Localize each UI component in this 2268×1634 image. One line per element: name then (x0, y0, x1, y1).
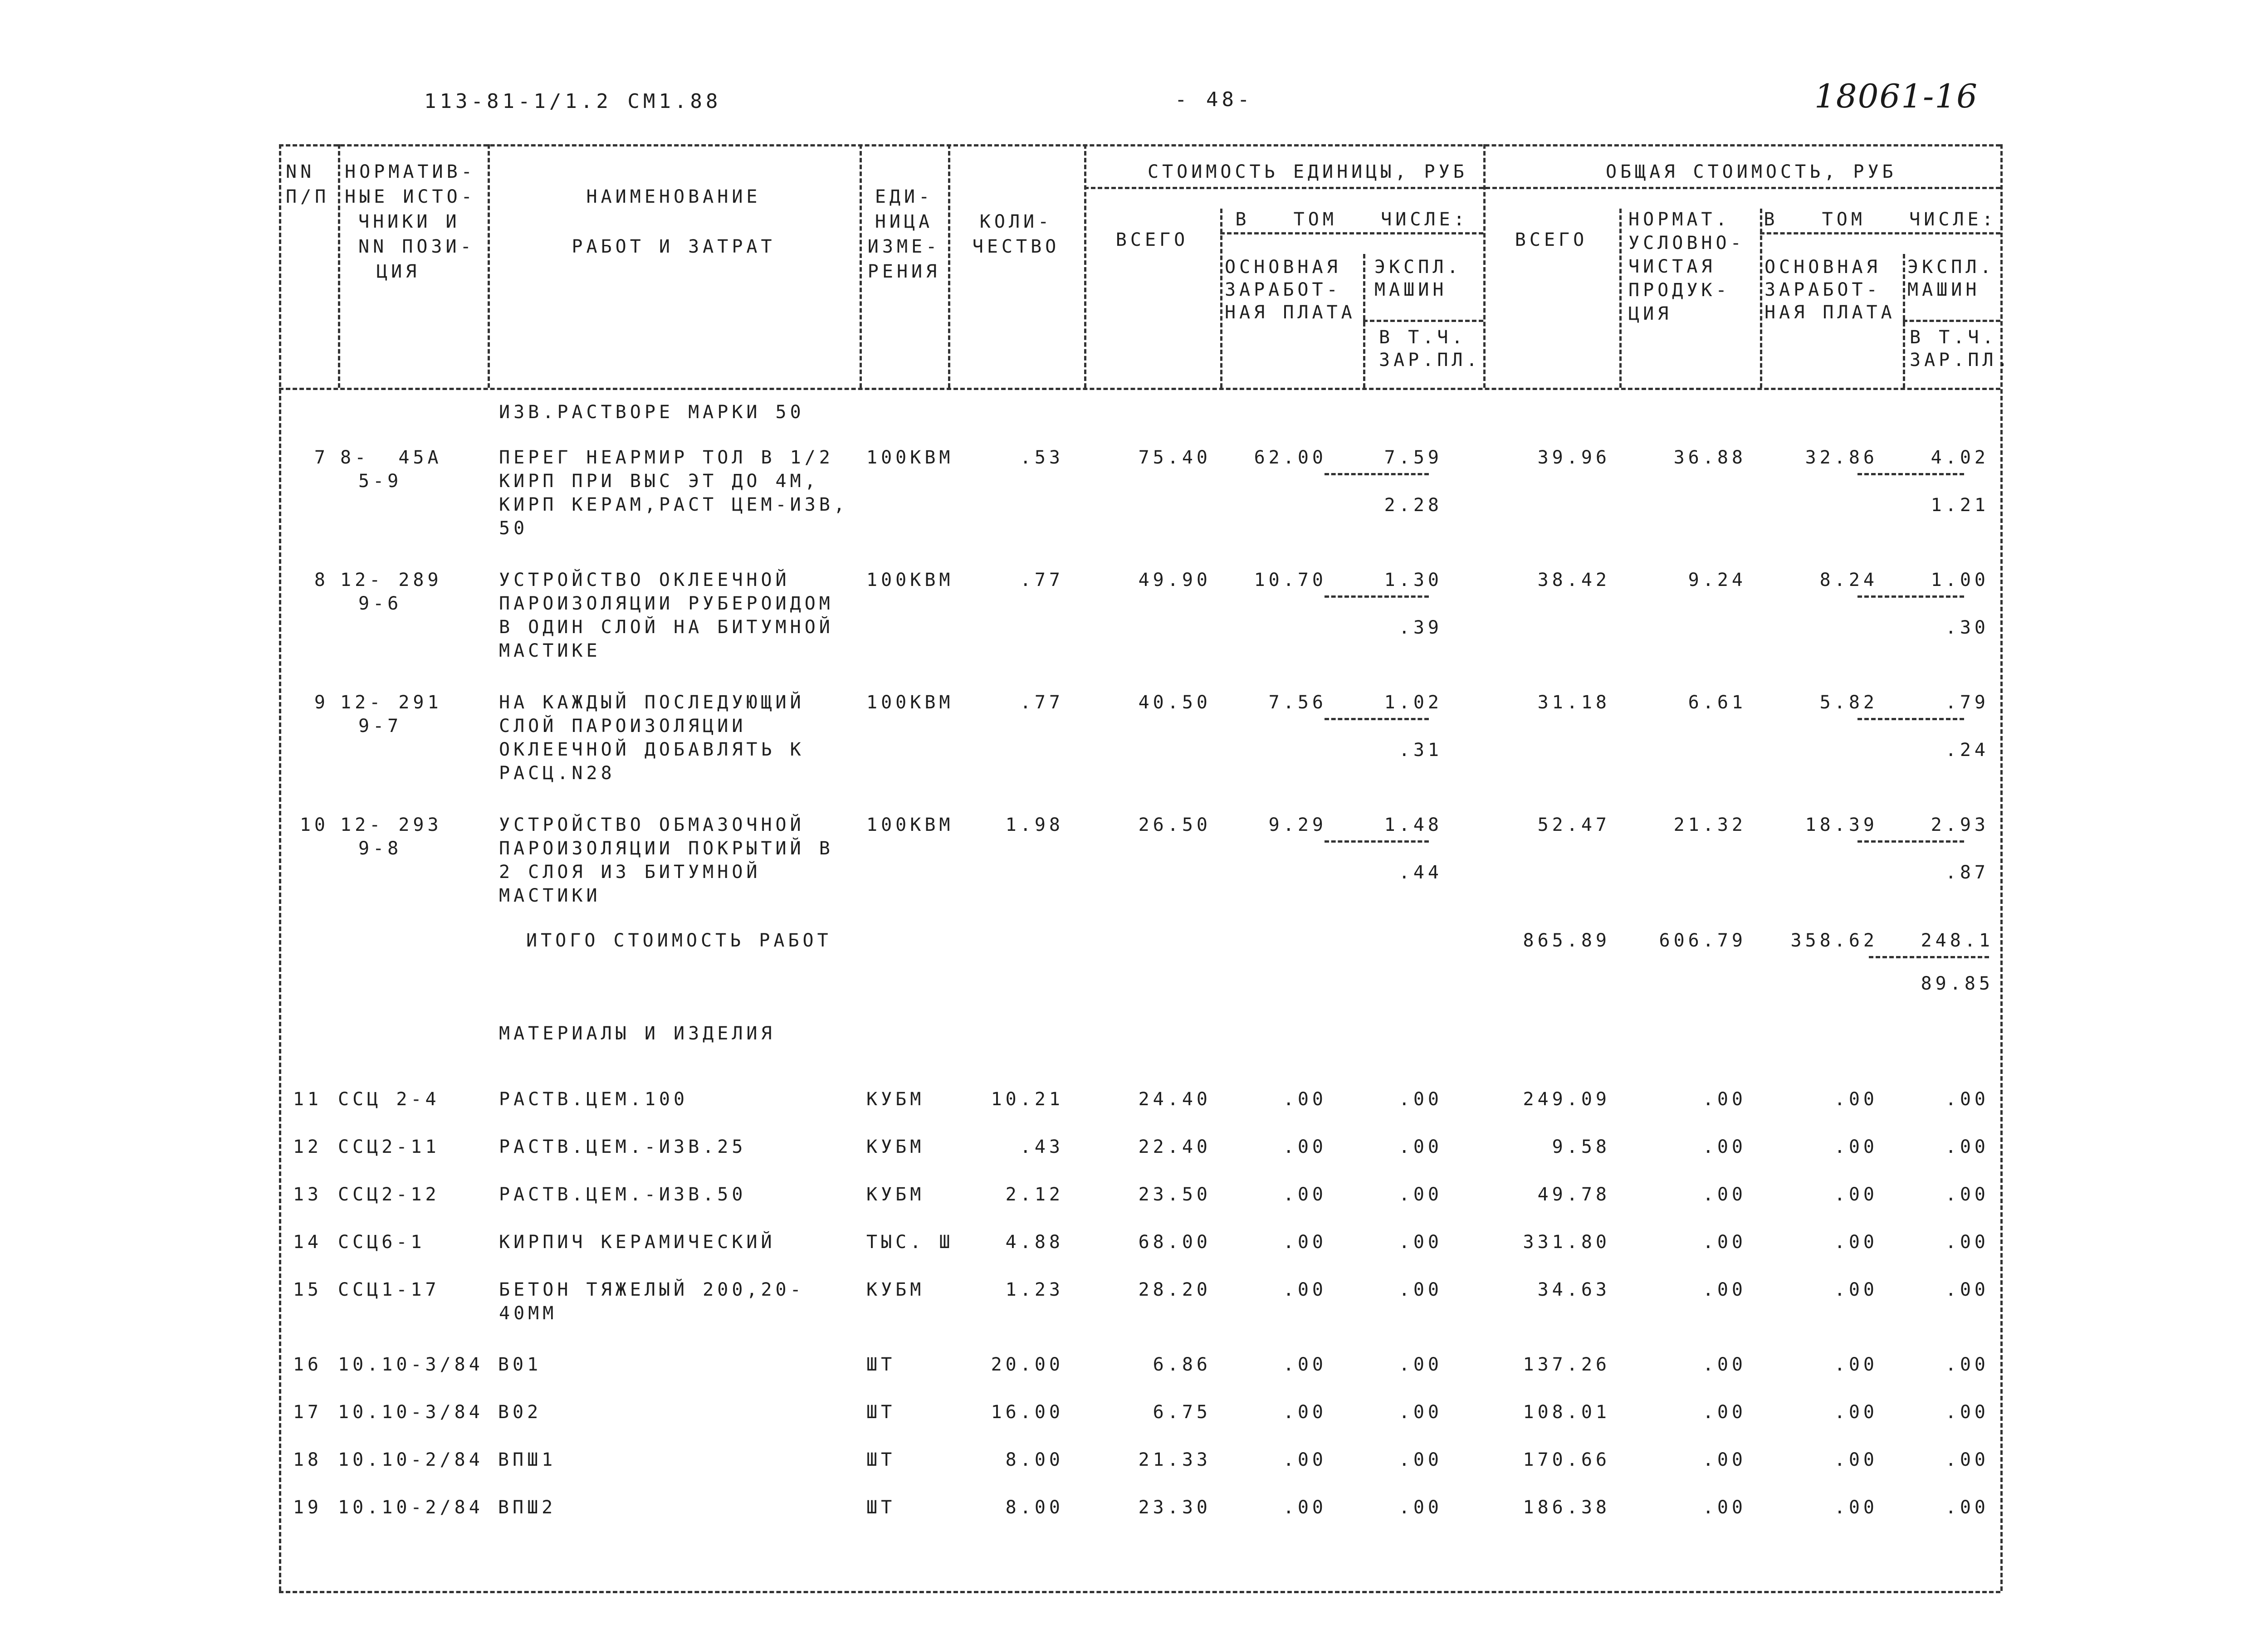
row-normative-code: ССЦ2-11 (338, 1136, 440, 1157)
row-osn: .00 (1283, 1402, 1327, 1423)
col-header-unit: РЕНИЯ (867, 261, 941, 282)
row-material-name: 40ММ (499, 1303, 557, 1324)
col-header-name: РАБОТ И ЗАТРАТ (572, 236, 776, 257)
row-vsego: 68.00 (1138, 1232, 1211, 1253)
row-tvsego: 39.96 (1537, 447, 1610, 468)
row-normative-code: 12- 289 (340, 570, 442, 590)
row-eksp: .00 (1398, 1449, 1442, 1470)
row-osn: .00 (1283, 1232, 1327, 1253)
header-rule (1084, 187, 2000, 189)
row-osn: .00 (1283, 1136, 1327, 1157)
header-rule (1760, 232, 2000, 234)
row-material-name: КИРПИЧ КЕРАМИЧЕСКИЙ (499, 1232, 776, 1253)
row-work-name: КИРП ПРИ ВЫС ЭТ ДО 4М, (499, 471, 819, 492)
col-header-machine-operation: МАШИН (1374, 279, 1447, 300)
row-teksp: 2.93 (1931, 815, 1989, 835)
row-normative-code: 10.10-3/84 В02 (338, 1402, 542, 1423)
row-tvsego: 9.58 (1552, 1136, 1610, 1157)
row-vsego: 23.50 (1138, 1184, 1211, 1205)
row-vsego: 28.20 (1138, 1279, 1211, 1300)
col-header-nn: П/П (286, 186, 330, 207)
row-osn: 9.29 (1268, 815, 1327, 835)
row-material-name: РАСТВ.ЦЕМ.-ИЗВ.25 (499, 1136, 747, 1157)
row-tvsego: 186.38 (1523, 1497, 1610, 1518)
col-header-normative: НЫЕ ИСТО- (345, 186, 476, 207)
row-tnorm: .00 (1702, 1402, 1746, 1423)
header-rule (1903, 320, 2000, 322)
col-header-normative-net-production: УСЛОВНО- (1628, 233, 1745, 254)
row-teksp: .00 (1945, 1184, 1989, 1205)
row-normative-code: 8- 45А (340, 447, 442, 468)
header-bottom-border (279, 388, 2000, 390)
col-header-base-wage: ЗАРАБОТ- (1225, 279, 1341, 300)
column-separator (338, 144, 340, 388)
row-unit: ШТ (866, 1449, 896, 1470)
row-normative-position: 9-8 (358, 838, 402, 859)
row-vsego: 21.33 (1138, 1449, 1211, 1470)
row-work-name: ПАРОИЗОЛЯЦИИ ПОКРЫТИЙ В (499, 838, 834, 859)
row-work-name: ОКЛЕЕЧНОЙ ДОБАВЛЯТЬ К (499, 739, 805, 760)
row-teksp: .79 (1945, 692, 1989, 713)
handwritten-number: 18061-16 (1814, 77, 1978, 115)
row-tnorm: .00 (1702, 1184, 1746, 1205)
row-eksp-wage: .44 (1398, 862, 1442, 883)
row-number: 11 (293, 1089, 322, 1110)
col-header-unit: НИЦА (875, 211, 934, 232)
row-osn: 7.56 (1268, 692, 1327, 713)
col-header-normative-net-production: ЦИЯ (1628, 303, 1672, 324)
row-number: 17 (293, 1402, 322, 1423)
row-teksp: .00 (1945, 1402, 1989, 1423)
row-osn: .00 (1283, 1449, 1327, 1470)
total-tvsego: 865.89 (1523, 930, 1610, 951)
sub-rule (1325, 595, 1429, 598)
row-normative-code: ССЦ6-1 (338, 1232, 425, 1253)
row-tnorm: 21.32 (1673, 815, 1746, 835)
column-separator (488, 144, 490, 388)
row-normative-code: 10.10-2/84 ВПШ1 (338, 1449, 557, 1470)
col-header-nn: NN (286, 161, 315, 182)
row-tvsego: 108.01 (1523, 1402, 1610, 1423)
row-vsego: 49.90 (1138, 570, 1211, 590)
col-header-base-wage: НАЯ ПЛАТА (1225, 302, 1356, 323)
col-header-total-machine: ЭКСПЛ. (1907, 257, 1995, 278)
col-header-total-including: В ТОМ ЧИСЛЕ: (1764, 209, 1997, 230)
col-header-incl-wage: В Т.Ч. (1379, 327, 1466, 348)
row-teksp: .00 (1945, 1089, 1989, 1110)
table-left-border (279, 144, 281, 1591)
col-header-normative-net-production: ЧИСТАЯ (1628, 256, 1716, 277)
row-eksp: .00 (1398, 1089, 1442, 1110)
row-qty: .77 (1020, 570, 1064, 590)
row-tosn: .00 (1834, 1402, 1878, 1423)
row-normative-code: ССЦ1-17 (338, 1279, 440, 1300)
row-number: 13 (293, 1184, 322, 1205)
row-tosn: 8.24 (1819, 570, 1878, 590)
row-tosn: .00 (1834, 1232, 1878, 1253)
row-number: 12 (293, 1136, 322, 1157)
row-work-name: ПЕРЕГ НЕАРМИР ТОЛ В 1/2 (499, 447, 834, 468)
row-tosn: .00 (1834, 1136, 1878, 1157)
row-tvsego: 52.47 (1537, 815, 1610, 835)
row-normative-code: 10.10-2/84 ВПШ2 (338, 1497, 557, 1518)
row-total-eksp-wage: 1.21 (1931, 495, 1989, 516)
col-header-name: НАИМЕНОВАНИЕ (586, 186, 761, 207)
row-tvsego: 34.63 (1537, 1279, 1610, 1300)
row-teksp: .00 (1945, 1279, 1989, 1300)
row-eksp-wage: .31 (1398, 740, 1442, 761)
row-work-name: КИРП КЕРАМ,РАСТ ЦЕМ-ИЗВ, (499, 494, 848, 515)
row-vsego: 26.50 (1138, 815, 1211, 835)
row-material-name: РАСТВ.ЦЕМ.-ИЗВ.50 (499, 1184, 747, 1205)
col-header-unit-total: ВСЕГО (1115, 229, 1189, 250)
row-normative-position: 9-6 (358, 593, 402, 614)
row-normative-position: 9-7 (358, 716, 402, 737)
row-tvsego: 31.18 (1537, 692, 1610, 713)
row-osn: .00 (1283, 1497, 1327, 1518)
row-eksp: .00 (1398, 1402, 1442, 1423)
section-continuation: ИЗВ.РАСТВОРЕ МАРКИ 50 (499, 402, 805, 423)
row-work-name: МАСТИКИ (499, 885, 601, 906)
col-header-normative: NN ПОЗИ- (358, 236, 475, 257)
row-qty: .77 (1020, 692, 1064, 713)
row-qty: 2.12 (1005, 1184, 1064, 1205)
total-label: ИТОГО СТОИМОСТЬ РАБОТ (526, 930, 832, 951)
row-osn: .00 (1283, 1279, 1327, 1300)
row-work-name: УСТРОЙСТВО ОБМАЗОЧНОЙ (499, 815, 805, 835)
row-unit: КУБМ (866, 1136, 925, 1157)
row-work-name: В ОДИН СЛОЙ НА БИТУМНОЙ (499, 617, 834, 638)
row-material-name: РАСТВ.ЦЕМ.100 (499, 1089, 689, 1110)
sub-rule (1869, 956, 1989, 958)
row-teksp: 4.02 (1931, 447, 1989, 468)
col-header-total-all: ВСЕГО (1515, 229, 1588, 250)
row-eksp: .00 (1398, 1184, 1442, 1205)
row-work-name: 50 (499, 518, 528, 539)
col-header-total-base-wage: ЗАРАБОТ- (1765, 279, 1881, 300)
row-tnorm: .00 (1702, 1449, 1746, 1470)
row-total-eksp-wage: .30 (1945, 617, 1989, 638)
row-tnorm: 36.88 (1673, 447, 1746, 468)
row-normative-code: 12- 291 (340, 692, 442, 713)
row-unit: КУБМ (866, 1184, 925, 1205)
row-normative-position: 5-9 (358, 471, 402, 492)
row-total-eksp-wage: .24 (1945, 740, 1989, 761)
row-number: 16 (293, 1354, 322, 1375)
col-header-unit-cost: СТОИМОСТЬ ЕДИНИЦЫ, РУБ (1148, 161, 1468, 182)
header-rule (1363, 320, 1483, 322)
row-eksp: .00 (1398, 1497, 1442, 1518)
col-header-quantity: ЧЕСТВО (972, 236, 1060, 257)
row-work-name: ПАРОИЗОЛЯЦИИ РУБЕРОИДОМ (499, 593, 834, 614)
row-tvsego: 249.09 (1523, 1089, 1610, 1110)
row-teksp: .00 (1945, 1136, 1989, 1157)
column-separator (1084, 144, 1086, 388)
col-header-including: В ТОМ ЧИСЛЕ: (1235, 209, 1468, 230)
row-number: 7 (314, 447, 329, 468)
col-header-machine-operation: ЭКСПЛ. (1374, 257, 1462, 278)
row-qty: 16.00 (991, 1402, 1064, 1423)
row-work-name: НА КАЖДЫЙ ПОСЛЕДУЮЩИЙ (499, 692, 805, 713)
row-osn: .00 (1283, 1089, 1327, 1110)
row-vsego: 6.86 (1153, 1354, 1211, 1375)
col-header-incl-wage: ЗАР.ПЛ. (1379, 350, 1481, 371)
total-teksp: 248.1 (1921, 930, 1994, 951)
row-number: 8 (314, 570, 329, 590)
row-unit: ШТ (866, 1354, 896, 1375)
row-tosn: 32.86 (1805, 447, 1878, 468)
row-normative-code: 12- 293 (340, 815, 442, 835)
row-tvsego: 49.78 (1537, 1184, 1610, 1205)
col-header-normative: НОРМАТИВ- (345, 161, 476, 182)
col-header-unit: ЕДИ- (875, 186, 934, 207)
row-total-eksp-wage: .87 (1945, 862, 1989, 883)
row-eksp: 7.59 (1384, 447, 1442, 468)
row-work-name: 2 СЛОЯ ИЗ БИТУМНОЙ (499, 862, 761, 883)
row-material-name: БЕТОН ТЯЖЕЛЫЙ 200,20- (499, 1279, 805, 1300)
col-header-normative-net-production: НОРМАТ. (1628, 209, 1730, 230)
row-teksp: 1.00 (1931, 570, 1989, 590)
row-unit: 100КВМ (866, 815, 954, 835)
row-qty: 1.98 (1005, 815, 1064, 835)
row-tnorm: .00 (1702, 1354, 1746, 1375)
row-number: 19 (293, 1497, 322, 1518)
row-vsego: 23.30 (1138, 1497, 1211, 1518)
row-tvsego: 170.66 (1523, 1449, 1610, 1470)
row-work-name: РАСЦ.N28 (499, 763, 616, 784)
row-qty: 8.00 (1005, 1497, 1064, 1518)
sub-rule (1857, 473, 1964, 475)
row-vsego: 24.40 (1138, 1089, 1211, 1110)
col-header-total-base-wage: НАЯ ПЛАТА (1765, 302, 1896, 323)
row-qty: .43 (1020, 1136, 1064, 1157)
col-header-total-base-wage: ОСНОВНАЯ (1765, 257, 1881, 278)
sub-rule (1325, 473, 1429, 475)
col-header-normative: ЧНИКИ И (358, 211, 460, 232)
row-tosn: .00 (1834, 1354, 1878, 1375)
row-qty: 8.00 (1005, 1449, 1064, 1470)
row-tnorm: 6.61 (1688, 692, 1746, 713)
sub-rule (1857, 595, 1964, 598)
col-header-total-incl-wage: В Т.Ч. (1910, 327, 1997, 348)
row-unit: 100КВМ (866, 570, 954, 590)
row-qty: 20.00 (991, 1354, 1064, 1375)
row-tosn: 18.39 (1805, 815, 1878, 835)
row-qty: 4.88 (1005, 1232, 1064, 1253)
row-work-name: УСТРОЙСТВО ОКЛЕЕЧНОЙ (499, 570, 790, 590)
total-tosn: 358.62 (1790, 930, 1878, 951)
materials-title: МАТЕРИАЛЫ И ИЗДЕЛИЯ (499, 1023, 776, 1044)
row-eksp: 1.30 (1384, 570, 1442, 590)
row-normative-code: ССЦ 2-4 (338, 1089, 440, 1110)
doc-code: 113-81-1/1.2 СМ1.88 (424, 90, 722, 113)
total-tnorm: 606.79 (1659, 930, 1746, 951)
row-tosn: .00 (1834, 1497, 1878, 1518)
row-osn: 62.00 (1254, 447, 1327, 468)
row-eksp: .00 (1398, 1279, 1442, 1300)
row-unit: 100КВМ (866, 447, 954, 468)
row-tosn: 5.82 (1819, 692, 1878, 713)
row-eksp: .00 (1398, 1136, 1442, 1157)
row-unit: 100КВМ (866, 692, 954, 713)
col-header-total-cost: ОБЩАЯ СТОИМОСТЬ, РУБ (1606, 161, 1897, 182)
row-number: 18 (293, 1449, 322, 1470)
row-unit: ТЫС. Ш (866, 1232, 954, 1253)
row-vsego: 40.50 (1138, 692, 1211, 713)
row-unit: ШТ (866, 1402, 896, 1423)
row-number: 10 (299, 815, 329, 835)
column-separator (1483, 144, 1486, 388)
row-tnorm: 9.24 (1688, 570, 1746, 590)
row-normative-code: ССЦ2-12 (338, 1184, 440, 1205)
table-top-border (279, 144, 2000, 146)
row-normative-code: 10.10-3/84 В01 (338, 1354, 542, 1375)
row-teksp: .00 (1945, 1354, 1989, 1375)
row-qty: .53 (1020, 447, 1064, 468)
row-eksp: .00 (1398, 1232, 1442, 1253)
row-work-name: МАСТИКЕ (499, 640, 601, 661)
total-eksp-wage: 89.85 (1921, 973, 1994, 994)
col-header-quantity: КОЛИ- (979, 211, 1053, 232)
row-tnorm: .00 (1702, 1232, 1746, 1253)
col-header-total-machine: МАШИН (1907, 279, 1980, 300)
row-eksp-wage: .39 (1398, 617, 1442, 638)
row-tvsego: 137.26 (1523, 1354, 1610, 1375)
row-vsego: 6.75 (1153, 1402, 1211, 1423)
row-qty: 10.21 (991, 1089, 1064, 1110)
row-tosn: .00 (1834, 1089, 1878, 1110)
row-tvsego: 38.42 (1537, 570, 1610, 590)
row-eksp-wage: 2.28 (1384, 495, 1442, 516)
row-teksp: .00 (1945, 1497, 1989, 1518)
page-number: - 48- (1175, 88, 1253, 111)
row-unit: КУБМ (866, 1089, 925, 1110)
row-tosn: .00 (1834, 1279, 1878, 1300)
col-header-base-wage: ОСНОВНАЯ (1225, 257, 1341, 278)
sub-rule (1857, 718, 1964, 720)
row-eksp: .00 (1398, 1354, 1442, 1375)
sub-rule (1857, 840, 1964, 843)
col-header-normative: ЦИЯ (376, 261, 420, 282)
row-tnorm: .00 (1702, 1497, 1746, 1518)
row-number: 9 (314, 692, 329, 713)
row-tnorm: .00 (1702, 1089, 1746, 1110)
row-osn: 10.70 (1254, 570, 1327, 590)
row-tvsego: 331.80 (1523, 1232, 1610, 1253)
row-eksp: 1.02 (1384, 692, 1442, 713)
row-tosn: .00 (1834, 1184, 1878, 1205)
sub-rule (1325, 718, 1429, 720)
row-unit: ШТ (866, 1497, 896, 1518)
row-eksp: 1.48 (1384, 815, 1442, 835)
row-qty: 1.23 (1005, 1279, 1064, 1300)
column-separator (1760, 209, 1762, 388)
col-header-normative-net-production: ПРОДУК- (1628, 280, 1730, 301)
col-header-total-incl-wage: ЗАР.ПЛ. (1910, 350, 2012, 371)
row-number: 14 (293, 1232, 322, 1253)
row-teksp: .00 (1945, 1449, 1989, 1470)
row-osn: .00 (1283, 1184, 1327, 1205)
row-vsego: 22.40 (1138, 1136, 1211, 1157)
row-tosn: .00 (1834, 1449, 1878, 1470)
sub-rule (1325, 840, 1429, 843)
row-unit: КУБМ (866, 1279, 925, 1300)
row-vsego: 75.40 (1138, 447, 1211, 468)
row-teksp: .00 (1945, 1232, 1989, 1253)
row-osn: .00 (1283, 1354, 1327, 1375)
row-work-name: СЛОЙ ПАРОИЗОЛЯЦИИ (499, 716, 747, 737)
row-number: 15 (293, 1279, 322, 1300)
table-bottom-border (279, 1591, 2000, 1593)
row-tnorm: .00 (1702, 1279, 1746, 1300)
col-header-unit: ИЗМЕ- (867, 236, 941, 257)
row-tnorm: .00 (1702, 1136, 1746, 1157)
